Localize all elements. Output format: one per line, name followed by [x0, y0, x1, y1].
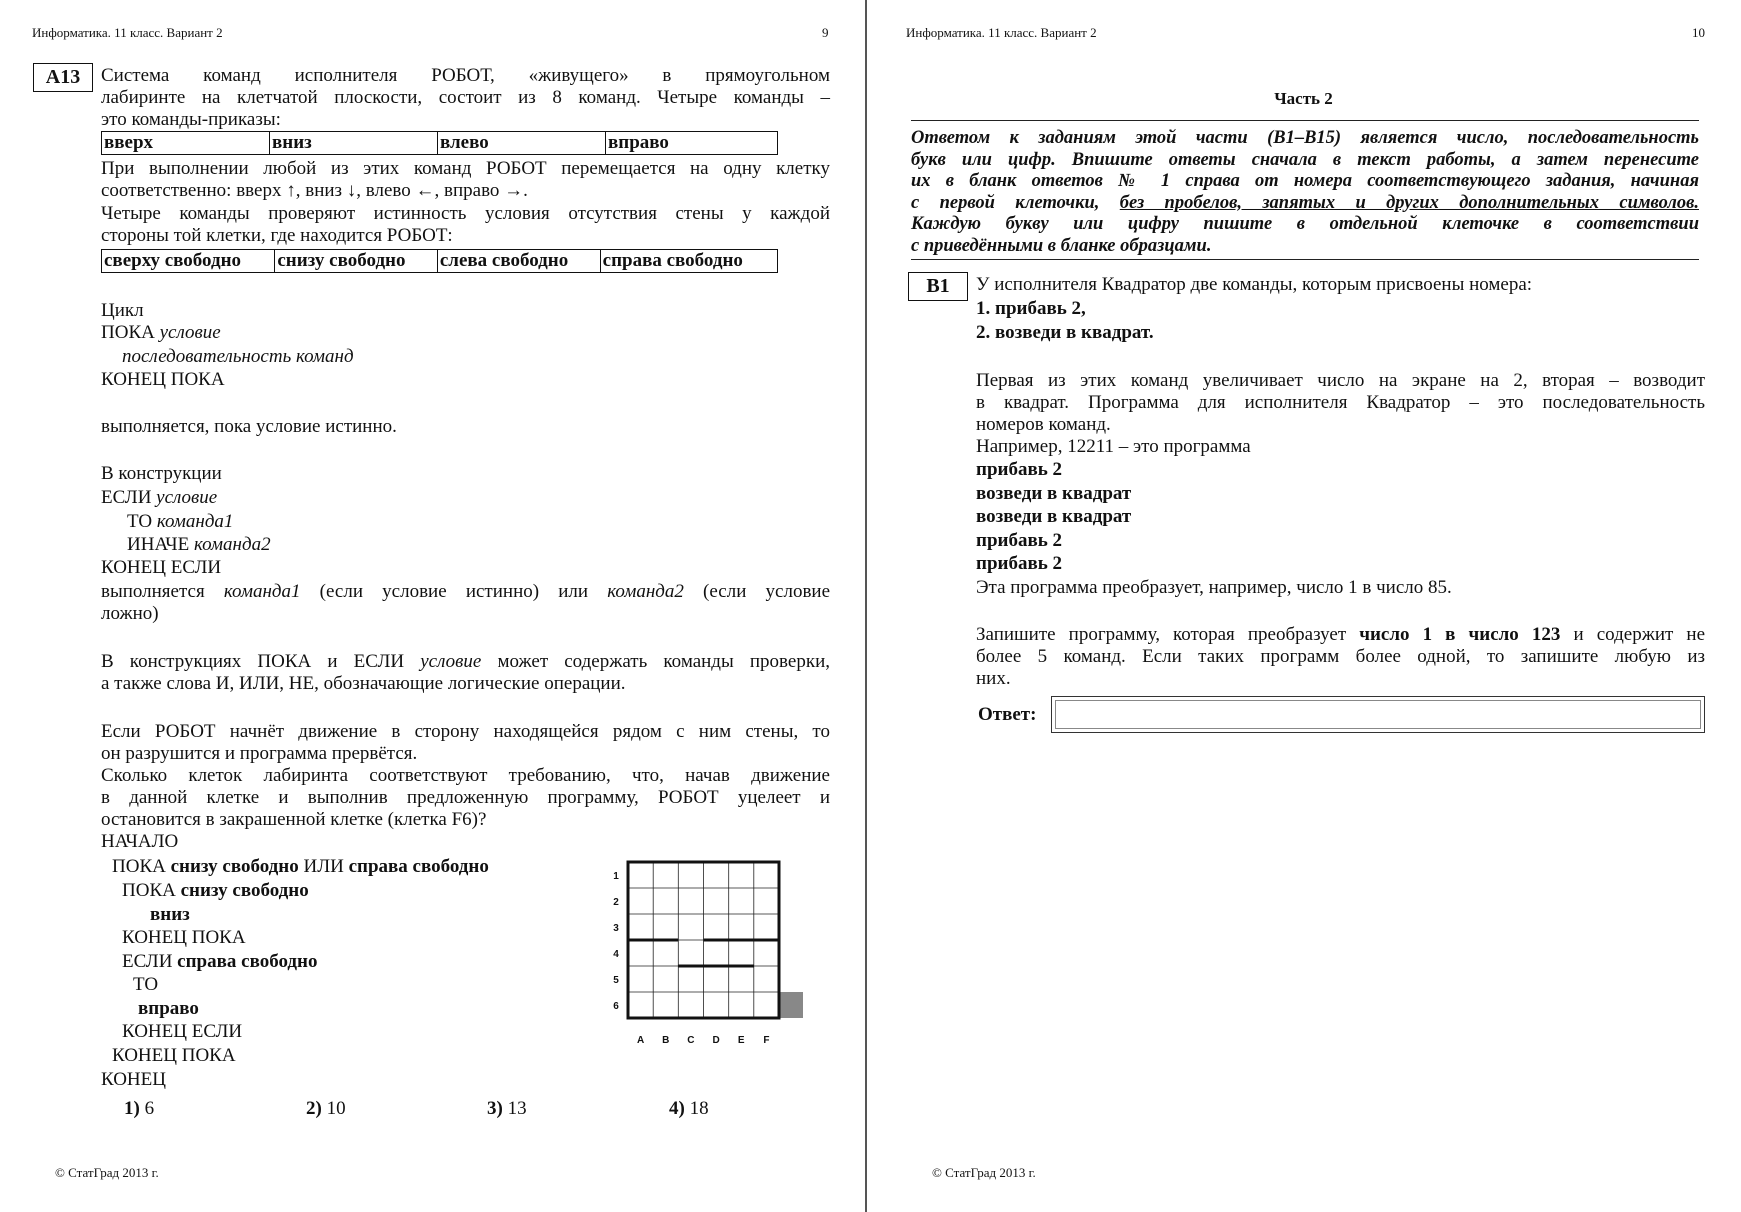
check-desc-line-2: стороны той клетки, где находится РОБОТ: — [101, 225, 453, 246]
b1-desc-line-1: Первая из этих команд увеличивает число на экране на 2, вторая – возводит — [976, 370, 1705, 391]
cond-note-italic: условие — [420, 651, 482, 672]
b1-program-step: прибавь 2 — [976, 530, 1063, 551]
else-cmd: команда2 — [193, 534, 271, 555]
move-command-cell: влево — [438, 132, 606, 155]
instruction-line: Каждую букву или цифру пишите в отдельной клеточке в соответствии — [911, 214, 1699, 234]
intro-line-3: это команды-приказы: — [101, 109, 281, 130]
else-line — [127, 534, 271, 556]
loop-note: выполняется, пока условие истинно. — [101, 416, 397, 437]
maze-row-label: 4 — [613, 949, 619, 960]
maze-col-label: C — [687, 1035, 695, 1046]
answer-option-1 — [124, 1098, 154, 1120]
page-number: 9 — [822, 25, 829, 40]
prog-cond: снизу свободно — [170, 856, 299, 877]
page-footer: © СтатГрад 2013 г. — [932, 1165, 1036, 1180]
intro-line-1: Система команд исполнителя РОБОТ, «живущего» в прямоугольном — [101, 65, 830, 86]
instruction-line: их в бланк ответов № 1 справа от номера соответствующего задания, начиная — [911, 171, 1699, 191]
right-page — [866, 0, 1733, 1212]
loop-end: КОНЕЦ ПОКА — [101, 369, 225, 390]
if-note-cmd2: команда2 — [607, 581, 684, 602]
cond-note-text: может содержать команды проверки, — [497, 651, 830, 672]
question-line-1: Сколько клеток лабиринта соответствуют требованию, что, начав движение — [101, 765, 830, 786]
option-value: 18 — [689, 1098, 709, 1119]
maze-row-label: 5 — [613, 975, 619, 986]
prog-cond: справа свободно — [348, 856, 489, 877]
prog-kw: ПОКА — [122, 880, 176, 901]
maze-col-label: A — [636, 1035, 645, 1046]
if-note-text: выполняется — [101, 581, 205, 602]
option-number: 4) — [669, 1098, 685, 1119]
answer-option-3 — [487, 1098, 527, 1120]
loop-header — [101, 322, 221, 344]
answer-label: Ответ: — [978, 704, 1037, 725]
maze-col-label: F — [763, 1035, 770, 1046]
move-commands-table — [101, 131, 778, 155]
maze-row-label: 2 — [613, 897, 619, 908]
task-label-b1: В1 — [908, 272, 968, 301]
page-header: Информатика. 11 класс. Вариант 2 — [32, 25, 223, 40]
b1-task-line-3: них. — [976, 668, 1011, 689]
cond-note-line-2: а также слова И, ИЛИ, НЕ, обозначающие логические операции. — [101, 673, 626, 694]
check-commands-table — [101, 249, 778, 273]
page-footer: © СтатГрад 2013 г. — [55, 1165, 159, 1180]
maze-col-label: B — [662, 1035, 670, 1046]
question-line-2: в данной клетке и выполнив предложенную программу, РОБОТ уцелеет и — [101, 787, 830, 808]
answer-option-4 — [669, 1098, 709, 1120]
move-desc-line-1: При выполнении любой из этих команд РОБОТ перемещается на одну клетку — [101, 158, 830, 179]
option-number: 3) — [487, 1098, 503, 1119]
task-label-a13: А13 — [33, 63, 93, 92]
instruction-underlined: без пробелов, запятых и других дополнительных символов. — [1119, 192, 1699, 213]
if-note-line-2: ложно) — [101, 603, 159, 624]
loop-condition: условие — [159, 322, 221, 343]
cond-note-text: В конструкциях ПОКА и ЕСЛИ — [101, 651, 405, 672]
b1-command-1: 1. прибавь 2, — [976, 298, 1086, 319]
left-page — [0, 0, 865, 1212]
b1-task-text: Запишите программу, которая преобразует — [976, 624, 1347, 645]
if-note-text: (если условие — [703, 581, 831, 602]
check-desc-line-1: Четыре команды проверяют истинность условия отсутствия стены у каждой — [101, 203, 830, 224]
then-line — [127, 511, 233, 533]
check-command-cell: снизу свободно — [275, 250, 438, 273]
prog-while1 — [112, 856, 489, 878]
if-note-line-1 — [101, 581, 830, 603]
instruction-top-rule — [911, 120, 1699, 121]
intro-line-2: лабиринте на клетчатой плоскости, состоит из 8 команд. Четыре команды – — [101, 87, 830, 108]
if-note-text: (если условие истинно) или — [319, 581, 589, 602]
move-command-cell: вправо — [606, 132, 778, 155]
b1-desc-line-2: в квадрат. Программа для исполнителя Квадратор – это последовательность — [976, 392, 1705, 413]
prog-end-while2: КОНЕЦ ПОКА — [122, 927, 246, 948]
instruction-line: букв или цифр. Впишите ответы сначала в текст работы, а затем перенесите — [911, 149, 1699, 170]
option-number: 1) — [124, 1098, 140, 1119]
prog-then: ТО — [133, 974, 159, 995]
prog-end-while1: КОНЕЦ ПОКА — [112, 1045, 236, 1066]
answer-option-2 — [306, 1098, 346, 1120]
prog-while2 — [122, 880, 309, 902]
b1-task-text: и содержит не — [1573, 624, 1705, 645]
b1-result: Эта программа преобразует, например, число 1 в число 85. — [976, 577, 1452, 598]
prog-down: вниз — [150, 904, 190, 925]
instruction-line — [911, 193, 1699, 215]
check-command-cell: сверху свободно — [102, 250, 275, 273]
move-command-cell: вверх — [102, 132, 270, 155]
b1-example: Например, 12211 – это программа — [976, 436, 1251, 457]
b1-program-step: прибавь 2 — [976, 459, 1063, 480]
prog-right: вправо — [138, 998, 199, 1019]
part-title: Часть 2 — [1274, 89, 1333, 108]
maze-row-label: 3 — [613, 923, 619, 934]
maze-col-label: E — [737, 1035, 745, 1046]
move-desc-line-2: соответственно: вверх ↑, вниз ↓, влево ←, вправо →. — [101, 180, 528, 201]
maze-row-label: 6 — [613, 1001, 619, 1012]
answer-field[interactable] — [1051, 696, 1705, 733]
if-note-cmd1: команда1 — [223, 581, 301, 602]
instructions — [911, 128, 1699, 257]
maze-filled-cell-f6 — [778, 992, 803, 1018]
b1-task-line-2: более 5 команд. Если таких программ более одной, то запишите любую из — [976, 646, 1705, 667]
page-number: 10 — [1692, 25, 1705, 40]
check-command-cell: слева свободно — [437, 250, 600, 273]
option-value: 10 — [326, 1098, 346, 1119]
maze-row-label: 1 — [613, 871, 619, 882]
if-header — [101, 487, 217, 509]
loop-body: последовательность команд — [122, 346, 354, 367]
if-title: В конструкции — [101, 463, 222, 484]
instruction-line: Ответом к заданиям этой части (В1–В15) является число, последовательность — [911, 128, 1699, 148]
prog-kw: ИЛИ — [303, 856, 344, 877]
move-command-cell: вниз — [270, 132, 438, 155]
b1-intro: У исполнителя Квадратор две команды, которым присвоены номера: — [976, 274, 1533, 295]
maze-col-label: D — [712, 1035, 720, 1046]
b1-task-bold: число 1 в число 123 — [1359, 624, 1561, 645]
option-value: 13 — [507, 1098, 527, 1119]
cond-note-line-1 — [101, 651, 830, 673]
b1-command-2: 2. возведи в квадрат. — [976, 322, 1154, 343]
crash-line-2: он разрушится и программа прервётся. — [101, 743, 418, 764]
b1-program-step: прибавь 2 — [976, 553, 1063, 574]
if-condition: условие — [156, 487, 218, 508]
b1-program-step: возведи в квадрат — [976, 506, 1132, 527]
prog-kw: ЕСЛИ — [122, 951, 173, 972]
b1-task-line-1 — [976, 624, 1705, 646]
check-command-cell: справа свободно — [600, 250, 777, 273]
option-number: 2) — [306, 1098, 322, 1119]
b1-program-step: возведи в квадрат — [976, 483, 1132, 504]
crash-line-1: Если РОБОТ начнёт движение в сторону находящейся рядом с ним стены, то — [101, 721, 830, 742]
option-value: 6 — [144, 1098, 155, 1119]
prog-kw: ПОКА — [112, 856, 166, 877]
then-kw: ТО — [127, 511, 153, 532]
prog-end: КОНЕЦ — [101, 1069, 166, 1090]
instruction-line: с приведёнными в бланке образцами. — [911, 235, 1212, 256]
loop-title: Цикл — [101, 300, 144, 321]
prog-begin: НАЧАЛО — [101, 831, 179, 852]
instruction-bottom-rule — [911, 259, 1699, 260]
if-end: КОНЕЦ ЕСЛИ — [101, 557, 222, 578]
prog-cond: справа свободно — [177, 951, 318, 972]
b1-desc-line-3: номеров команд. — [976, 414, 1111, 435]
if-kw: ЕСЛИ — [101, 487, 152, 508]
loop-while-kw: ПОКА — [101, 322, 155, 343]
else-kw: ИНАЧЕ — [127, 534, 190, 555]
prog-end-if: КОНЕЦ ЕСЛИ — [122, 1021, 243, 1042]
maze-figure — [613, 855, 815, 1050]
prog-cond: снизу свободно — [180, 880, 309, 901]
then-cmd: команда1 — [156, 511, 234, 532]
question-line-3: остановится в закрашенной клетке (клетка F6)? — [101, 809, 487, 830]
page-header: Информатика. 11 класс. Вариант 2 — [906, 25, 1097, 40]
instruction-text: с первой клеточки, — [911, 192, 1100, 213]
prog-if — [122, 951, 317, 973]
